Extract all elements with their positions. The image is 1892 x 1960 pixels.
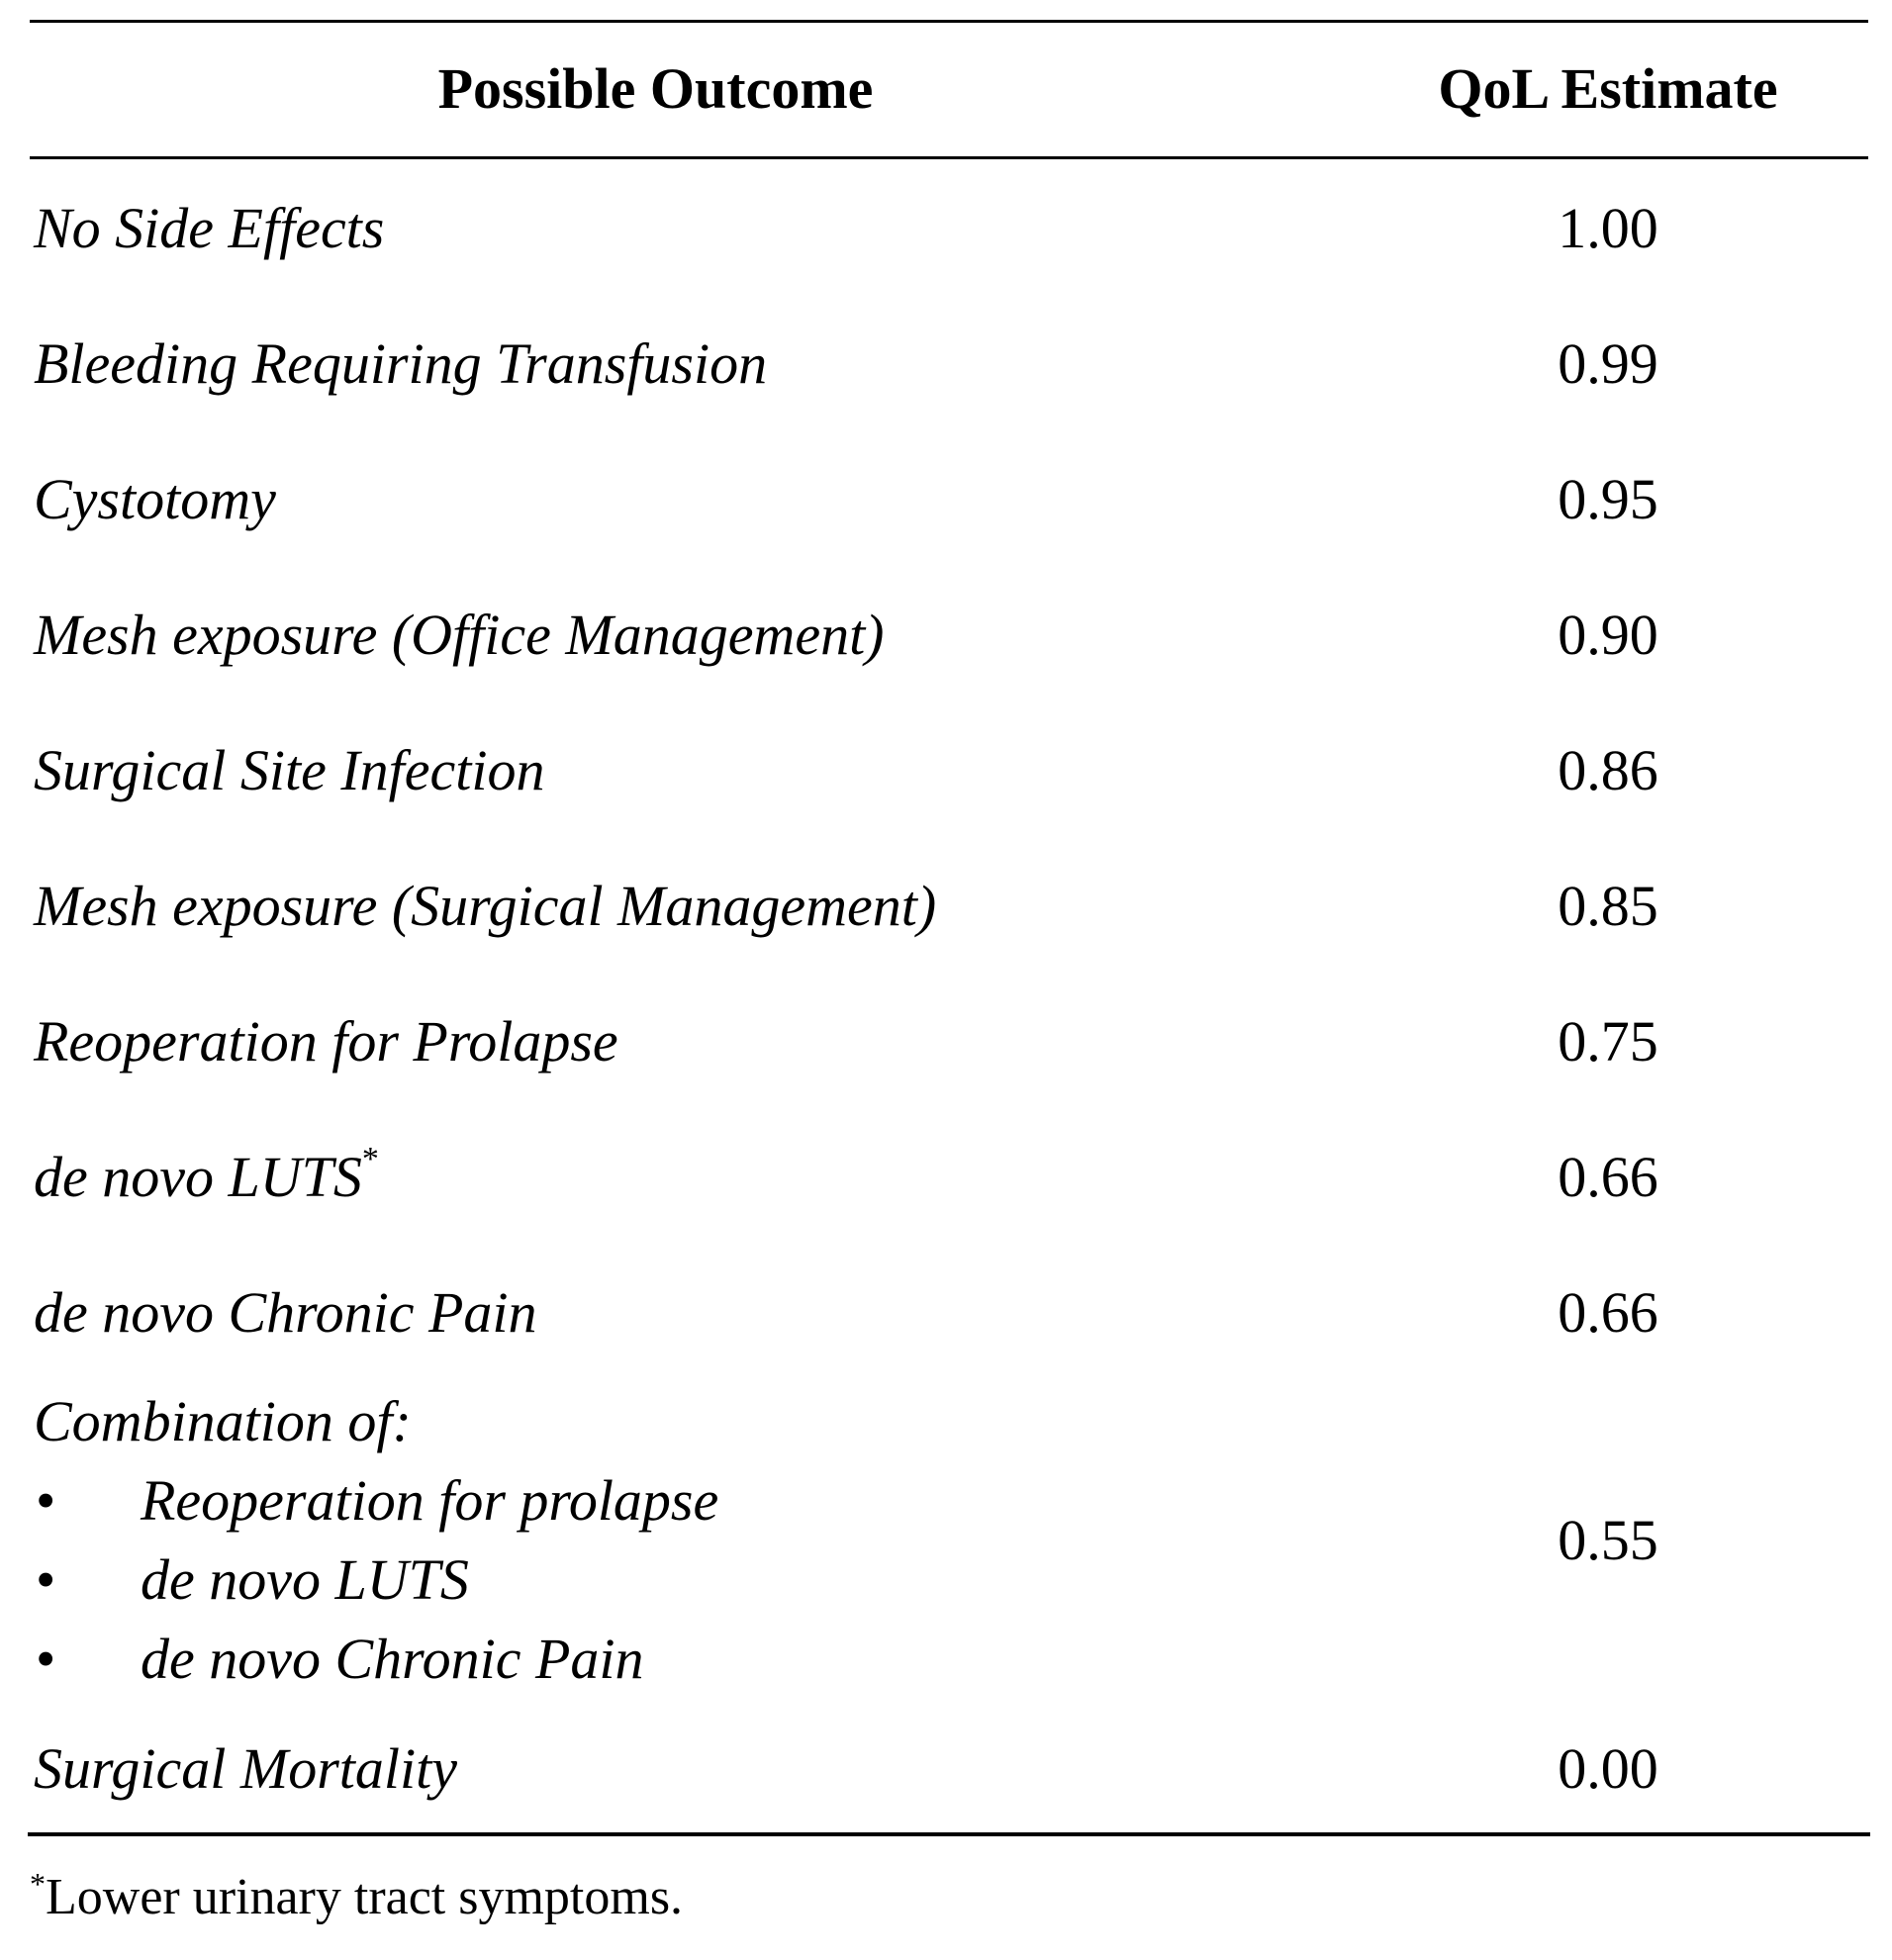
bullet-text: Reoperation for prolapse — [141, 1468, 719, 1533]
table-row — [30, 296, 1868, 431]
outcome-cell: Reoperation for Prolapse — [34, 1009, 618, 1073]
outcome-cell: Mesh exposure (Surgical Management) — [34, 874, 937, 938]
qol-cell: 0.86 — [1558, 738, 1658, 802]
outcome-cell: de novo Chronic Pain — [34, 1280, 537, 1345]
qol-cell: 0.95 — [1558, 467, 1658, 531]
table-header-rule — [30, 156, 1868, 159]
outcome-cell: Mesh exposure (Office Management) — [34, 603, 885, 667]
qol-cell: 0.66 — [1558, 1145, 1658, 1209]
qol-cell: 0.75 — [1558, 1009, 1658, 1073]
table-row — [30, 702, 1868, 838]
table-row — [30, 1109, 1868, 1245]
qol-cell: 0.66 — [1558, 1280, 1658, 1345]
combination-title: Combination of: — [34, 1389, 412, 1453]
table-row-combination — [30, 1382, 1868, 1699]
table-row — [30, 567, 1868, 702]
qol-cell: 0.99 — [1558, 331, 1658, 396]
footnote-text: Lower urinary tract symptoms. — [46, 1869, 684, 1925]
header-possible-outcome: Possible Outcome — [437, 56, 874, 121]
outcome-cell: Surgical Mortality — [34, 1736, 457, 1801]
outcome-cell: Cystotomy — [34, 467, 276, 531]
footnote-marker: * — [30, 1866, 46, 1902]
table-bottom-rule — [28, 1832, 1870, 1836]
table-row — [30, 160, 1868, 296]
qol-cell: 0.00 — [1558, 1736, 1658, 1801]
outcome-cell — [34, 1109, 379, 1245]
outcome-cell: No Side Effects — [34, 196, 385, 260]
outcome-cell: Surgical Site Infection — [34, 738, 545, 802]
bullet-icon: • — [36, 1547, 56, 1612]
qol-cell: 0.55 — [1558, 1508, 1658, 1572]
table-header-row — [30, 22, 1868, 156]
qol-cell: 0.85 — [1558, 874, 1658, 938]
outcome-text: de novo LUTS — [34, 1145, 362, 1209]
bullet-icon: • — [36, 1627, 56, 1691]
table-row — [30, 1245, 1868, 1380]
qol-cell: 1.00 — [1558, 196, 1658, 260]
table-row — [30, 431, 1868, 567]
bullet-text: de novo Chronic Pain — [141, 1627, 644, 1691]
table-row — [30, 1710, 1868, 1828]
table-row — [30, 838, 1868, 974]
bullet-icon: • — [36, 1468, 56, 1533]
outcome-cell: Bleeding Requiring Transfusion — [34, 331, 768, 396]
footnote-marker: * — [361, 1141, 379, 1177]
qol-cell: 0.90 — [1558, 603, 1658, 667]
bullet-text: de novo LUTS — [141, 1547, 469, 1612]
table-footnote — [30, 1858, 683, 1937]
table-row — [30, 974, 1868, 1109]
header-qol-estimate: QoL Estimate — [1438, 56, 1778, 121]
